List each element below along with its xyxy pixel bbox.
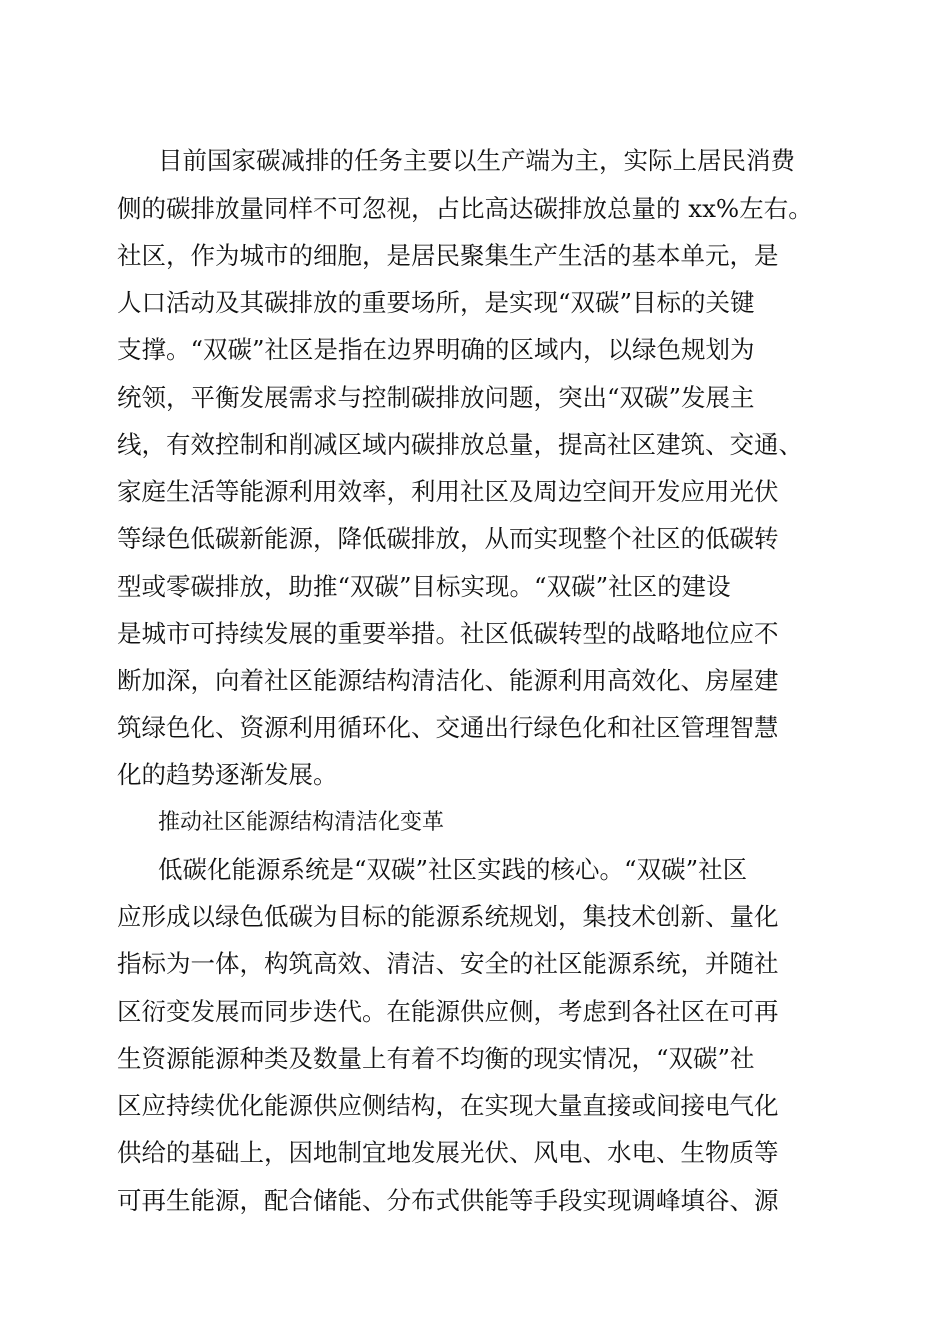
text-line: 化的趋势逐渐发展。 [117, 760, 338, 789]
text-line: 筑绿色化、资源利用循环化、交通出行绿色化和社区管理智慧 [117, 713, 779, 742]
text-line: 支撑。“双碳”社区是指在边界明确的区域内，以绿色规划为 [117, 335, 755, 364]
text-line: 人口活动及其碳排放的重要场所，是实现“双碳”目标的关键 [117, 288, 755, 317]
text-line: 断加深，向着社区能源结构清洁化、能源利用高效化、房屋建 [117, 666, 779, 695]
text-line: 目前国家碳减排的任务主要以生产端为主，实际上居民消费 [158, 146, 795, 175]
text-line: 区衍变发展而同步迭代。在能源供应侧，考虑到各社区在可再 [117, 997, 779, 1026]
text-line: 应形成以绿色低碳为目标的能源系统规划，集技术创新、量化 [117, 902, 779, 931]
text-line: 统领，平衡发展需求与控制碳排放问题，突出“双碳”发展主 [117, 383, 755, 412]
text-line: 社区，作为城市的细胞，是居民聚集生产生活的基本单元，是 [117, 241, 779, 270]
text-line: 区应持续优化能源供应侧结构，在实现大量直接或间接电气化 [117, 1091, 779, 1120]
text-line: 生资源能源种类及数量上有着不均衡的现实情况，“双碳”社 [117, 1044, 755, 1073]
text-line: 侧的碳排放量同样不可忽视，占比高达碳排放总量的 xx%左右。 [117, 194, 813, 223]
text-line: 家庭生活等能源利用效率，利用社区及周边空间开发应用光伏 [117, 477, 779, 506]
text-line: 可再生能源，配合储能、分布式供能等手段实现调峰填谷、源 [117, 1186, 779, 1215]
text-line: 低碳化能源系统是“双碳”社区实践的核心。“双碳”社区 [158, 855, 748, 884]
text-line: 型或零碳排放，助推“双碳”目标实现。“双碳”社区的建设 [117, 572, 731, 601]
section-heading: 推动社区能源结构清洁化变革 [158, 810, 445, 835]
text-line: 等绿色低碳新能源，降低碳排放，从而实现整个社区的低碳转 [117, 524, 779, 553]
text-line: 指标为一体，构筑高效、清洁、安全的社区能源系统，并随社 [117, 949, 779, 978]
text-line: 线，有效控制和削减区域内碳排放总量，提高社区建筑、交通、 [117, 430, 803, 459]
text-line: 是城市可持续发展的重要举措。社区低碳转型的战略地位应不 [117, 619, 779, 648]
text-line: 供给的基础上，因地制宜地发展光伏、风电、水电、生物质等 [117, 1138, 779, 1167]
